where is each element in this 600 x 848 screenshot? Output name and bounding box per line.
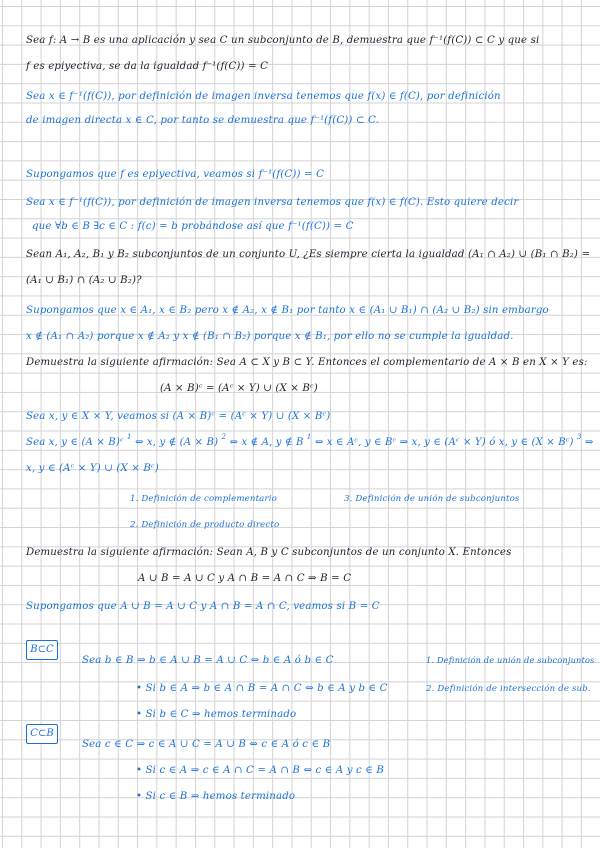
exercise-1-statement-line-2: f es epiyectiva, se da la igualdad f⁻¹(f(C)) = C <box>26 61 269 72</box>
exercise-1-proof-line-1: Sea x ∈ f⁻¹(f(C)), por definición de imagen inversa tenemos que f(x) ∈ f(C), por definición <box>26 91 501 102</box>
exercise-4-proof-intro: Supongamos que A ∪ B = A ∪ C y A ∩ B = A ∩ C, veamos si B = C <box>26 601 380 612</box>
exercise-1-epi-line-1: Supongamos que f es epiyectiva, veamos si f⁻¹(f(C)) = C <box>26 169 325 180</box>
exercise-2-statement-line-2: (A₁ ∪ B₁) ∩ (A₂ ∪ B₂)? <box>26 275 142 286</box>
step-mark-2: 2 <box>221 433 227 441</box>
case-c-line-1: Sea c ∈ C ⇒ c ∈ A ∪ C = A ∪ B ⇔ c ∈ A ó c ∈ B <box>82 739 331 750</box>
exercise-4-statement-line-1: Demuestra la siguiente afirmación: Sean A, B y C subconjuntos de un conjunto X. Entonces <box>26 547 512 558</box>
exercise-1-proof-line-2: de imagen directa x ∈ C, por tanto se demuestra que f⁻¹(f(C)) ⊂ C. <box>26 115 379 126</box>
case-b-line-2: • Si b ∈ A ⇒ b ∈ A ∩ B = A ∩ C ⇔ b ∈ A y b ∈ C <box>136 683 388 694</box>
proof-step-d: ⇔ x ∈ Aᶜ, y ∈ Bᶜ ⇒ x, y ∈ (Aᶜ × Y) ó x, y ∈ (X × Bᶜ) <box>314 437 574 448</box>
case-b-line-3: • Si b ∈ C ⇒ hemos terminado <box>136 709 297 720</box>
proof-step-b: ⇔ x, y ∉ (A × B) <box>134 437 219 448</box>
case-c-line-2: • Si c ∈ A ⇒ c ∈ A ∩ C = A ∩ B ⇔ c ∈ A y c ∈ B <box>136 765 385 776</box>
step-mark-1b: 1 <box>306 433 312 441</box>
exercise-3-proof-line-1: Sea x, y ∈ X × Y, veamos si (A × B)ᶜ = (Aᶜ × Y) ∪ (X × Bᶜ) <box>26 411 331 422</box>
proof-step-e: ⇒ <box>584 437 594 448</box>
footnote-interseccion: 2. Definición de intersección de sub. <box>426 684 591 694</box>
case-b-subset-c-box: B⊂C <box>26 640 58 660</box>
footnote-producto: 2. Definición de producto directo <box>130 520 280 530</box>
case-c-line-3: • Si c ∈ B ⇒ hemos terminado <box>136 791 296 802</box>
exercise-2-statement-line-1: Sean A₁, A₂, B₁ y B₂ subconjuntos de un conjunto U, ¿Es siempre cierta la igualdad (A₁ ∩ A₂) ∪ (B₁ ∩ B₂) = <box>26 249 591 260</box>
footnote-union-sub: 1. Definición de unión de subconjuntos <box>426 656 595 666</box>
case-c-subset-b-box: C⊂B <box>26 724 58 744</box>
case-b-line-1: Sea b ∈ B ⇒ b ∈ A ∪ B = A ∪ C ⇔ b ∈ A ó b ∈ C <box>82 655 334 666</box>
exercise-3-proof-line-2 <box>26 433 594 450</box>
footnote-union: 3. Definición de unión de subconjuntos <box>344 494 520 504</box>
proof-step-c: ⇔ x ∉ A, y ∉ B <box>229 437 304 448</box>
exercise-4-formula: A ∪ B = A ∪ C y A ∩ B = A ∩ C ⇒ B = C <box>138 573 352 584</box>
exercise-1-epi-line-3: que ∀b ∈ B ∃c ∈ C : f(c) = b probándose así que f⁻¹(f(C)) = C <box>32 221 354 232</box>
footnote-complementario: 1. Definición de complementario <box>130 494 277 504</box>
exercise-1-epi-line-2: Sea x ∈ f⁻¹(f(C)), por definición de imagen inversa tenemos que f(x) ∈ f(C). Esto quiere decir <box>26 197 519 208</box>
exercise-2-proof-line-1: Supongamos que x ∈ A₁, x ∈ B₂ pero x ∉ A₂, x ∉ B₁ por tanto x ∈ (A₁ ∪ B₁) ∩ (A₂ ∪ B₂) sin embargo <box>26 305 549 316</box>
exercise-3-statement-line-1: Demuestra la siguiente afirmación: Sea A ⊂ X y B ⊂ Y. Entonces el complementario de A × B en X × Y es: <box>26 357 588 368</box>
exercise-3-formula: (A × B)ᶜ = (Aᶜ × Y) ∪ (X × Bᶜ) <box>160 383 318 394</box>
exercise-3-proof-line-3: x, y ∈ (Aᶜ × Y) ∪ (X × Bᶜ) <box>26 463 159 474</box>
exercise-1-statement-line-1: Sea f: A → B es una aplicación y sea C un subconjunto de B, demuestra que f⁻¹(f(C)) ⊂ C y que si <box>26 35 540 46</box>
exercise-2-proof-line-2: x ∉ (A₁ ∩ A₂) porque x ∉ A₂ y x ∉ (B₁ ∩ B₂) porque x ∉ B₁, por ello no se cumple la igualdad. <box>26 331 514 342</box>
proof-step-a: Sea x, y ∈ (A × B)ᶜ <box>26 437 124 448</box>
step-mark-3: 3 <box>576 433 582 441</box>
step-mark-1: 1 <box>127 433 132 441</box>
